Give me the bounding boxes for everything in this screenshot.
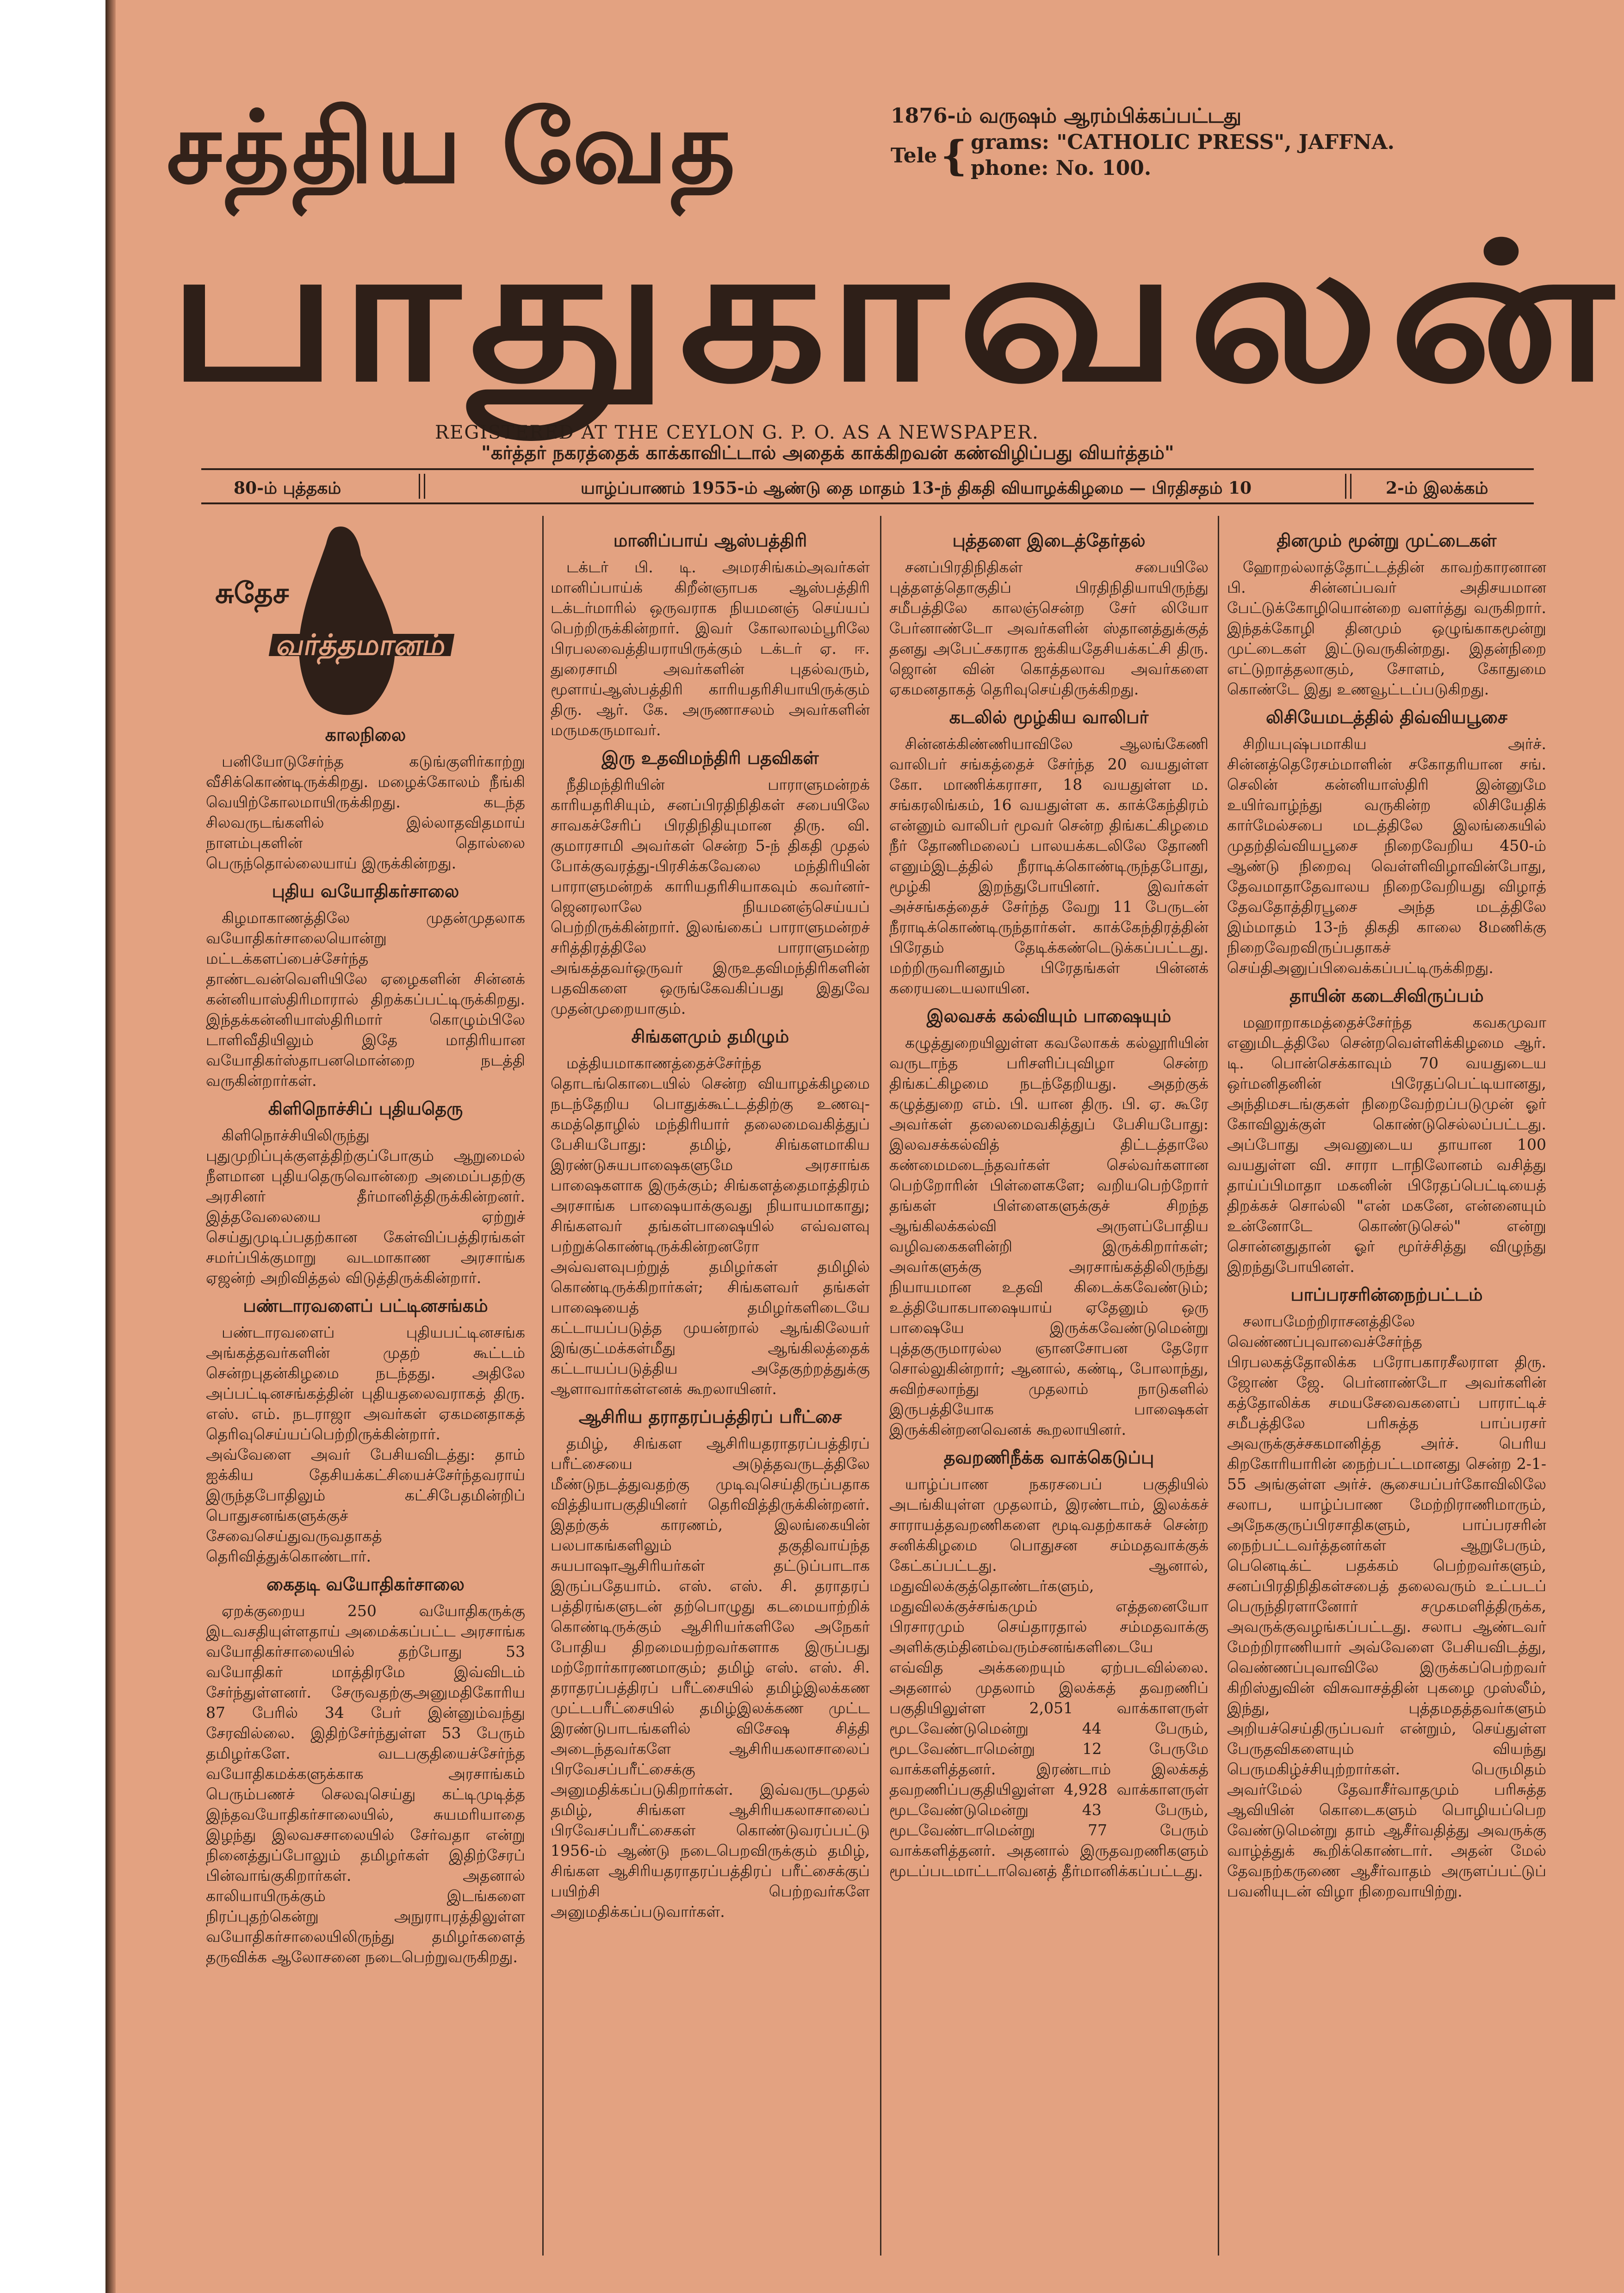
article-heading: சிங்களமும் தமிழும்	[631, 1026, 789, 1047]
article-body: சிறியபுஷ்பமாகிய அர்ச். சின்னத்தெரேசம்மாளின் சகோதரியான சங். செலின் கன்னியாஸ்திரி இன்னுமே உயிர்வாழ்ந்து வருகின்ற லிசியேதிக் கார்மேல்சபை மடத்திலே இலங்கையில் முதற்திவ்வியபூசை நிறைவேறிய 450-ம் ஆண்டு நிறைவு வெள்ளிவிழாவின்போது, தேவமாதாதேவாலய நிறைவேறியது விழாத் தேவதோத்திரபூசை அந்த மடத்திலே இம்மாதம் 13-ந் திகதி காலை 8மணிக்கு நிறைவேறவிருப்பதாகச் செய்திஅனுப்பிவைக்கப்பட்டிருக்கிறது.	[1227, 735, 1546, 977]
established-note: 1876-ம் வருஷம் ஆரம்பிக்கப்பட்டது	[891, 104, 1242, 128]
column-rule	[880, 516, 881, 2256]
article-body: கிழமாகாணத்திலே முதன்முதலாக வயோதிகர்சாலையொன்று மட்டக்களப்பைச்சேர்ந்த தாண்டவன்வெளியிலே ஏழைகளின் சின்னக் கன்னியாஸ்திரிமாரால் திறக்கப்பட்டிருக்கிறது. இந்தக்கன்னியாஸ்திரிமார் கொழும்பிலே டாளிவீதியிலும் இதே மாதிரியான வயோதிகர்ஸ்தாபனமொன்றை நடத்தி வருகின்றார்கள்.	[206, 909, 525, 1090]
masthead-title-line1: சத்திய வேத	[167, 88, 738, 205]
article-heading: காலநிலை	[325, 724, 406, 745]
article-heading: கைதடி வயோதிகர்சாலை	[267, 1574, 465, 1594]
article-heading: தாயின் கடைசிவிருப்பம்	[1289, 985, 1484, 1006]
article-body: கழுத்துறையிலுள்ள கவலோகக் கல்லூரியின் வருடாந்த பரிசளிப்புவிழா சென்ற திங்கட்கிழமை நடந்தேறியது. அதற்குக் கழுத்துறை எம். பி. யான திரு. பி. ஏ. கூரே அவர்கள் தலைமைவகித்துப் பேசியபோது: இலவசக்கல்வித் திட்டத்தாலே கண்மைமடைந்தவர்கள் செல்வர்களான பெற்றோரின் பிள்ளைகளே; வறியபெற்றோர் தங்கள் பிள்ளைகளுக்குச் சிறந்த ஆங்கிலக்கல்வி அருளப்போதிய வழிவகைகளின்றி இருக்கிறார்கள்; அவர்களுக்கு அரசாங்கத்திலிருந்து நியாயமான உதவி கிடைக்கவேண்டும்; உத்தியோகபாஷையாய் ஏதேனும் ஒரு பாஷையே இருக்கவேண்டுமென்று புத்தகுருமாரல்ல ஞானசோபன தேரோ சொல்லுகின்றார்; ஆனால், கண்டி, போலாந்து, சுவிற்சலாந்து முதலாம் நாடுகளில் இருபத்தியோக பாஷைகள் இருக்கின்றனவெனக் கூறலாயினர்.	[889, 1034, 1209, 1438]
volume-number: 80-ம் புத்தகம்	[234, 478, 341, 498]
dateline-bar	[201, 468, 1534, 504]
article-body: சின்னக்கிண்ணியாவிலே ஆலங்கேணி வாலிபர் சங்கத்தைச் சேர்ந்த 20 வயதுள்ள கோ. மாணிக்கராசா, 18 வயதுள்ள ம. சங்கரலிங்கம், 16 வயதுள்ள க. காக்கேந்திரம் என்னும் வாலிபர் மூவர் சென்ற திங்கட்கிழமை நீர் தோணிமலைப் பாலயக்கடலிலே தோணி எனும்இடத்தில் நீராடிக்கொண்டிருந்தபோது, மூழ்கி இறந்துபோயினர். இவர்கள் அச்சங்கத்தைச் சேர்ந்த வேறு 11 பேருடன் நீராடிக்கொண்டிருந்தார்கள். காக்கேந்திரத்தின் பிரேதம் தேடிக்கண்டெடுக்கப்பட்டது. மற்றிருவரினதும் பிரேதங்கள் பின்னக் கரையடையலாயின.	[889, 735, 1209, 997]
article-body: ஹோறல்லாத்தோட்டத்தின் காவற்காரனான பி. சின்னப்பவர் அதிசயமான பேட்டுக்கோழியொன்றை வளர்த்து வருகிறார். இந்தக்கோழி தினமும் ஒழுங்காகமூன்று முட்டைகள் இட்டுவருகின்றது. இதன்நிறை எட்டுறாத்தலாகும், சோளம், கோதுமை கொண்டே இது உணவூட்டப்படுகிறது.	[1227, 558, 1546, 698]
article-heading: மானிப்பாய் ஆஸ்பத்திரி	[613, 530, 807, 551]
article-body: மத்தியமாகாணத்தைச்சேர்ந்த தொடங்கொடையில் சென்ற வியாழக்கிழமை நடந்தேறிய பொதுக்கூட்டத்திற்கு உணவு-கமத்தொழில் மந்திரியார் தலைமைவகித்துப் பேசியபோது: தமிழ், சிங்களமாகிய இரண்டுசுயபாஷைகளுமே அரசாங்க பாஷைகளாக இருக்கும்; சிங்களத்தைமாத்திரம் அரசாங்க பாஷையாக்குவது நியாயமாகாது; சிங்களவர் தங்கள்பாஷையில் எவ்வளவு பற்றுக்கொண்டிருக்கின்றனரோ அவ்வளவுபற்றுத் தமிழர்கள் தமிழில் கொண்டிருக்கிறார்கள்; சிங்களவர் தங்கள் பாஷையைத் தமிழர்களிடையே கட்டாயப்படுத்த முயன்றால் ஆங்கிலேயர் இங்குட்மக்கள்மீது ஆங்கிலத்தைக் கட்டாயப்படுத்திய அதேகுற்றத்துக்கு ஆளாவார்கள்எனக் கூறலாயினர்.	[551, 1054, 870, 1398]
article-heading: புதிய வயோதிகர்சாலை	[272, 880, 459, 901]
article-body: பண்டாரவளைப் புதியபட்டினசங்க அங்கத்தவர்களின் முதற் கூட்டம் சென்றபுதன்கிழமை நடந்தது. அதிலே அப்பட்டினசங்கத்தின் புதியதலைவராகத் திரு. எஸ். எம். நடராஜா அவர்கள் ஏகமனதாகத் தெரிவுசெய்யப்பெற்றிருக்கின்றார். அவ்வேளை அவர் பேசியவிடத்து: தாம் ஐக்கிய தேசியக்கட்சியைச்சேர்ந்தவராய் இருந்தபோதிலும் கட்சிபேதமின்றிப் பொதுசனங்களுக்குச் சேவைசெய்துவருவதாகத் தெரிவித்துக்கொண்டார்.	[206, 1323, 525, 1565]
article-heading: இலவசக் கல்வியும் பாஷையும்	[926, 1005, 1172, 1026]
column-rule	[542, 516, 544, 2256]
article-heading: ஆசிரிய தராதரப்பத்திரப் பரீட்சை	[578, 1406, 842, 1427]
article-heading: லிசியேமடத்தில் திவ்வியபூசை	[1266, 706, 1507, 727]
column-4	[1227, 523, 1546, 1905]
article-body: சலாபமேற்றிராசனத்திலே வெண்ணப்புவாவைச்சேர்ந்த பிரபலகத்தோலிக்க பரோபகாரசீலராள திரு. ஜோண் ஜே. பெர்னாண்டோ அவர்களின் கத்தோலிக்க சமயசேவைகளைப் பாராட்டிச் சமீபத்திலே பரிசுத்த பாப்பரசர் அவருக்குச்சகமானித்த அர்ச். பெரிய கிறகோரியாரின் நைற்பட்டமானது சென்ற 2-1-55 அங்குள்ள அர்ச். சூசையப்பர்கோவிலிலே சலாப, யாழ்ப்பாண மேற்றிராணிமாரும், அநேககுருப்பிரசாதிகளும், பாப்பரசரின் நைற்பட்டவர்த்தனர்கள் ஆறுபேரும், பெனெடிக்ட் பதக்கம் பெற்றவர்களும், சனப்பிரதிநிதிகள்சபைத் தலைவரும் உட்படப் பெருந்திரளானோர் சமுகமளித்திருக்க, அவருக்குவழங்கப்பட்டது. சலாப ஆண்டவர் மேற்றிராணியார் அவ்வேளை பேசியவிடத்து, வெண்ணப்புவாவிலே இருக்கப்பெற்றவர் கிறிஸ்துவின் விசுவாசத்தின் புகழை முஸ்லீம், இந்து, புத்தமதத்தவர்களும் அறியச்செய்திருப்பவர் என்றும், செய்துள்ள பேருதவிகளையும் வியந்து பெருமகிழ்ச்சியுற்றார்கள். பெருமிதம் அவர்மேல் தேவாசீர்வாதமும் பரிசுத்த ஆவியின் கொடைகளும் பொழியப்பெற வேண்டுமென்று தாம் ஆசீர்வதித்து அவருக்கு வாழ்த்துக் கூறிக்கொண்டார். அதன் மேல் தேவநற்கருணை ஆசீர்வாதம் அருளப்பட்டுப் பவனியுடன் விழா நிறைவாயிற்று.	[1227, 1312, 1546, 1900]
logo-text-top: சுதேச	[215, 576, 289, 610]
telegrams-line: grams: "CATHOLIC PRESS", JAFFNA.	[971, 130, 1395, 154]
column-1	[206, 523, 525, 1971]
article-body: கிளிநொச்சியிலிருந்து புதுமுறிப்புக்குளத்திற்குப்போகும் ஆறுமைல் நீளமான புதியதெருவொன்றை அமைப்பதற்கு அரசினர் தீர்மானித்திருக்கின்றனர். இத்தவேலையை ஏற்றுச் செய்துமுடிப்பதற்கான கேள்விப்பத்திரங்கள் சமர்ப்பிக்குமாறு வடமாகாண அரசாங்க ஏஜன்ற் அறிவித்தல் விடுத்திருக்கின்றார்.	[206, 1126, 525, 1287]
article-body: தமிழ், சிங்கள ஆசிரியதராதரப்பத்திரப் பரீட்சையை அடுத்தவருடத்திலே மீண்டுநடத்துவதற்கு முடிவுசெய்திருப்பதாக வித்தியாபகுதியினர் தெரிவித்திருக்கின்றனர். இதற்குக் காரணம், இலங்கையின் பலபாகங்களிலும் தகுதிவாய்ந்த சுயபாஷாஆசிரியர்கள் தட்டுப்பாடாக இருப்பதேயாம். எஸ். எஸ். சி. தராதரப் பத்திரங்களுடன் தற்பொழுது கடமையாற்றிக் கொண்டிருக்கும் ஆசிரியர்களிலே அநேகர் போதிய திறமையற்றவர்களாக இருப்பது மற்றோர்காரணமாகும்; தமிழ் எஸ். எஸ். சி. தராதரப்பத்திரப் பரீட்சையில் தமிழ்இலக்கண முட்டபரீட்சையில் தமிழ்இலக்கண முட்ட இரண்டுபாடங்களில் விசேஷ சித்தி அடைந்தவர்களே ஆசிரியகலாசாலைப் பிரவேசப்பரீட்சைக்கு அனுமதிக்கப்படுகிறார்கள். இவ்வருடமுதல் தமிழ், சிங்கள ஆசிரியகலாசாலைப் பிரவேசப்பரீட்சைகள் கொண்டுவரப்பட்டு 1956-ம் ஆண்டு நடைபெறவிருக்கும் தமிழ், சிங்கள ஆசிரியதராதரப்பத்திரப் பரீட்சைக்குப் பயிற்சி பெற்றவர்களே அனுமதிக்கப்படுவார்கள்.	[551, 1434, 870, 1921]
section-logo	[206, 523, 525, 717]
article-heading: தவறணிநீக்க வாக்கெடுப்பு	[943, 1447, 1154, 1468]
logo-text-bottom: வர்த்தமானம்	[269, 634, 454, 656]
issue-date: யாழ்ப்பாணம் 1955-ம் ஆண்டு தை மாதம் 13-ந் திகதி வியாழக்கிழமை — பிரதிசதம் 10	[581, 478, 1252, 498]
article-body: ஏறக்குறைய 250 வயோதிகருக்கு இடவசதியுள்ளதாய் அமைக்கப்பட்ட அரசாங்க வயோதிகர்சாலையில் தற்போது 53 வயோதிகர் மாத்திரமே இவ்விடம் சேர்ந்துள்ளனர். சேருவதற்குஅனுமதிகோரிய 87 பேரில் 34 பேர் இன்னும்வந்து சேரவில்லை. இதிற்சேர்ந்துள்ள 53 பேரும் தமிழர்களே. வடபகுதியைச்சேர்ந்த வயோதிகமக்களுக்காக அரசாங்கம் பெரும்பணச் செலவுசெய்து கட்டிமுடித்த இந்தவயோதிகர்சாலையில், சுயமரியாதை இழந்து இலவசசாலையில் சேர்வதா என்று நினைத்துப்போலும் தமிழர்கள் இதிற்சேரப் பின்வாங்குகிறார்கள். அதனால் காலியாயிருக்கும் இடங்களை நிரப்புதற்கென்று அநுராபுரத்திலுள்ள வயோதிகர்சாலையிலிருந்து தமிழர்களைத் தருவிக்க ஆலோசனை நடைபெற்றுவருகிறது.	[206, 1602, 525, 1966]
motto: "கர்த்தர் நகரத்தைக் காக்காவிட்டால் அதைக் காக்கிறவன் கண்விழிப்பது வியர்த்தம்"	[481, 442, 1174, 464]
issue-number: 2-ம் இலக்கம்	[1386, 478, 1488, 498]
article-heading: கடலில் மூழ்கிய வாலிபர்	[949, 706, 1149, 727]
telephone-line: phone: No. 100.	[971, 156, 1152, 180]
column-3	[889, 523, 1209, 1885]
article-body: பனியோடுசேர்ந்த கடுங்குளிர்காற்று வீசிக்கொண்டிருக்கிறது. மழைக்கோலம் நீங்கி வெயிற்கோலமாயிருக்கிறது. கடந்த சிலவருடங்களில் இல்லாதவிதமாய் நாளம்புகளின் தொல்லை பெருந்தொல்லையாய் இருக்கின்றது.	[206, 752, 525, 872]
article-body: சனப்பிரதிநிதிகள் சபையிலே புத்தளத்தொகுதிப் பிரதிநிதியாயிருந்து சமீபத்திலே காலஞ்சென்ற சேர் லியோ பேர்னாண்டோ அவர்களின் ஸ்தானத்துக்குத் தனது அபேட்சகராக ஐக்கியதேசியக்கட்சி திரு. ஜொன் வின் கொத்தலாவ அவர்களை ஏகமனதாகத் தெரிவுசெய்திருக்கிறது.	[889, 558, 1209, 698]
registration-note: REGISTERED AT THE CEYLON G. P. O. AS A NEWSPAPER.	[435, 422, 1039, 443]
dateline-divider	[419, 474, 425, 499]
article-heading: பண்டாரவளைப் பட்டினசங்கம்	[243, 1295, 488, 1316]
article-body: நீதிமந்திரியின் பாராளுமன்றக் காரியதரிசியும், சனப்பிரதிநிதிகள் சபையிலே சாவகச்சேரிப் பிரதிநிதியுமான திரு. வி. குமாரசாமி அவர்கள் சென்ற 5-ந் திகதி முதல் போக்குவரத்து-பிரசிக்கவேலை மந்திரியின் பாராளுமன்றக் காரியதரிசியாகவும் கவர்னர்-ஜெனரலாலே நியமனஞ்செய்யப் பெற்றிருக்கின்றார். இலங்கைப் பாராளுமன்றச் சரித்திரத்திலே பாராளுமன்ற அங்கத்தவர்ஒருவர் இருஉதவிமந்திரிகளின் பதவிகளை ஒருங்கேவகிப்பது இதுவே முதன்முறையாகும்.	[551, 775, 870, 1017]
article-body: டக்டர் பி. டி. அமரசிங்கம்அவர்கள் மானிப்பாய்க் கிறீன்ஞாபக ஆஸ்பத்திரி டக்டர்மாரில் ஒருவராக நியமனஞ் செய்யப் பெற்றிருக்கின்றார். இவர் கோலாலம்பூரிலே பிரபலவைத்தியராயிருக்கும் டக்டர் ஏ. ஈ. துரைசாமி அவர்களின் புதல்வரும், மூளாய்ஆஸ்பத்திரி காரியதரிசியாயிருக்கும் திரு. ஆர். கே. அருணாசலம் அவர்களின் மருமகருமாவர்.	[551, 558, 870, 739]
article-body: யாழ்ப்பாண நகரசபைப் பகுதியில் அடங்கியுள்ள முதலாம், இரண்டாம், இலக்கச் சாராயத்தவறணிகளை மூடிவதற்காகச் சென்ற சனிக்கிழமை பொதுசன சம்மதவாக்குக் கேட்கப்பட்டது. ஆனால், மதுவிலக்குத்தொண்டர்களும், மதுவிலக்குச்சங்கமும் எத்தனையோ பிரசாரமும் செய்தாரதால் சம்மதவாக்கு அளிக்கும்தினம்வரும்சனங்களிடையே எவ்வித அக்கறையும் ஏற்படவில்லை. அதனால் முதலாம் இலக்கத் தவறணிப் பகுதியிலுள்ள 2,051 வாக்காளருள் மூடவேண்டுமென்று 44 பேரும், மூடவேண்டாமென்று 12 பேருமே வாக்களித்தனர். இரண்டாம் இலக்கத் தவறணிப்பகுதியிலுள்ள 4,928 வாக்காளருள் மூடவேண்டுமென்று 43 பேரும், மூடவேண்டாமென்று 77 பேரும் வாக்களித்தனர். அதனால் இருதவறணிகளும் மூடப்படமாட்டாவெனத் தீர்மானிக்கப்பட்டது.	[889, 1475, 1209, 1880]
article-heading: தினமும் மூன்று முட்டைகள்	[1277, 530, 1497, 551]
page-edge	[0, 0, 105, 2293]
dateline-divider	[1345, 474, 1351, 499]
masthead-title-line2: பாதுகாவலன்	[167, 200, 1623, 424]
page-edge-shadow	[105, 0, 116, 2293]
article-heading: பாப்பரசரின்நைற்பட்டம்	[1290, 1284, 1483, 1305]
tele-prefix: Tele	[891, 143, 937, 167]
brace-icon: {	[941, 131, 967, 180]
article-body: மஹாறாகமத்தைச்சேர்ந்த கவகமுவா எனுமிடத்திலே சென்றவெள்ளிக்கிழமை ஆர். டி. பொன்செக்காவும் 70 வயதுடைய ஒர்மனிதனின் பிரேதப்பெட்டியானது, அந்திமசடங்குகள் நிறைவேற்றப்படுமுன் ஓர் கோவிலுக்குள் கொண்டுசெல்லப்பட்டது. அப்போது அவனுடைய தாயான 100 வயதுள்ள வி. சாரா டாநிலோனம் வசித்து தாய்ப்பிமாதா மகனின் பிரேதப்பெட்டியைத் திறக்கச் சொல்லி "என் மகனே, என்னையும் உன்னோடே கொண்டுசெல்" என்று சொன்னதுதான் ஓர் மூர்ச்சித்து விழுந்து இறந்துபோயினள்.	[1227, 1013, 1546, 1276]
column-2	[551, 523, 870, 1926]
article-heading: கிளிநொச்சிப் புதியதெரு	[268, 1098, 463, 1119]
telecom-info	[891, 130, 1395, 181]
column-rule	[1218, 516, 1219, 2256]
ceylon-map-icon	[280, 523, 400, 717]
article-heading: இரு உதவிமந்திரி பதவிகள்	[601, 747, 819, 768]
article-heading: புத்தளை இடைத்தேர்தல்	[952, 530, 1146, 551]
